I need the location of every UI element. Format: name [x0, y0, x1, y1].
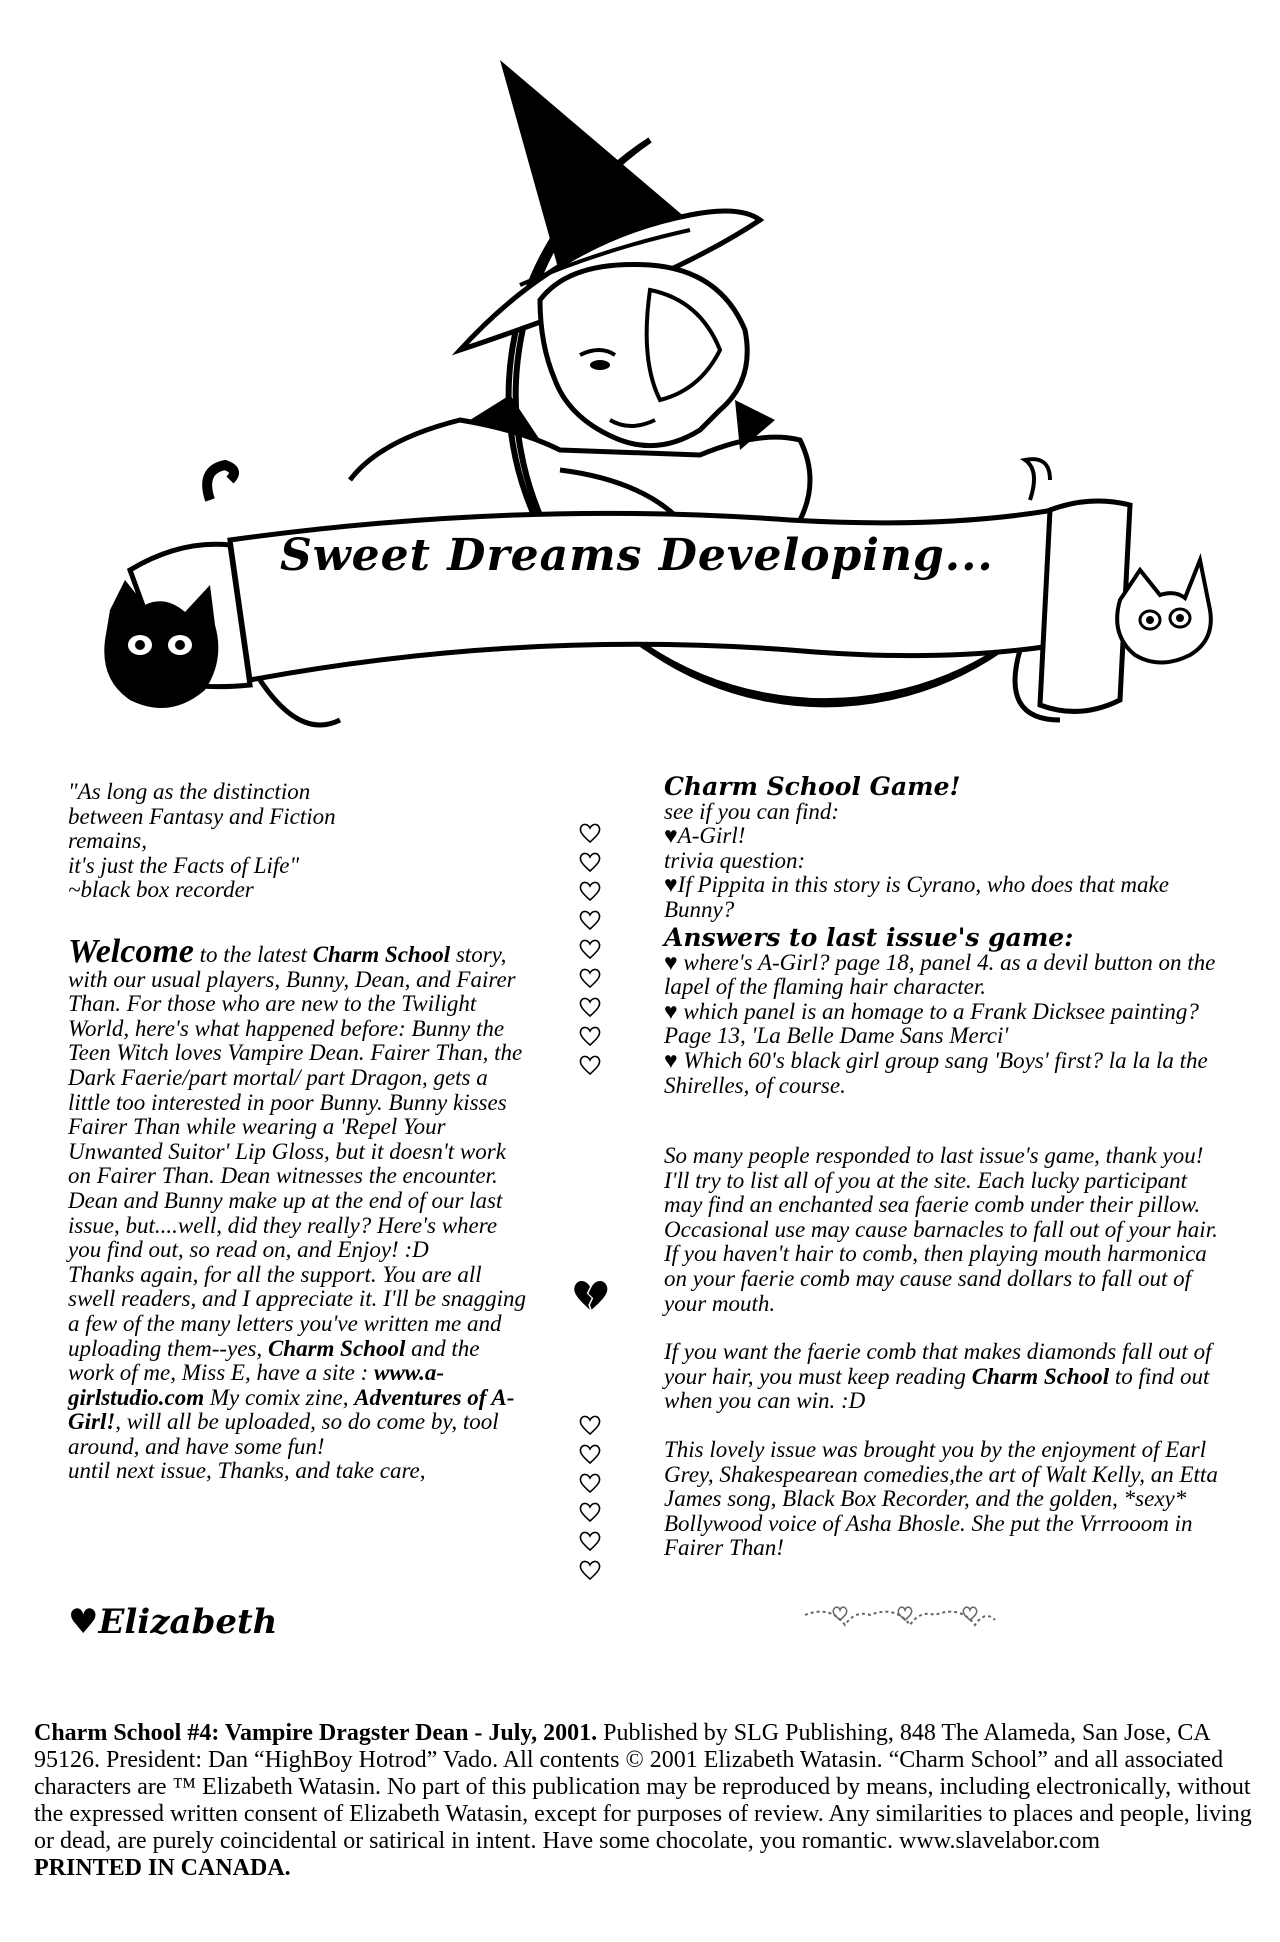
quote-line: remains,: [68, 828, 148, 854]
site-intro: and the work of me, Miss E, have a site :: [68, 1335, 480, 1386]
heart-outline-icon: [570, 905, 610, 934]
series-name: Charm School: [267, 1335, 406, 1361]
zine-text: , will all be uploaded, so do come by, tool around, and have some fun!: [68, 1409, 499, 1459]
answer-item: ♥ where's A-Girl? page 18, panel 4. as a devil button on the lapel of the flaming hair character.: [664, 949, 1216, 1000]
quote-line: "As long as the distinction: [68, 779, 311, 804]
answers-section: [664, 923, 1224, 1098]
responses-paragraph: So many people responded to last issue's game, thank you! I'll try to list all of you at the site. Each lucky participant may find an enchanted sea faerie comb under their pillow. Occasional use may cause barnacles to fall out of your hair. If you haven't hair to comb, then playing mouth harmonica on your faerie comb may cause sand dollars to fall out of your mouth.: [664, 1143, 1218, 1316]
spacer: [664, 1414, 1224, 1438]
welcome-paragraph: [68, 933, 528, 1263]
signature: ♥Elizabeth: [68, 1602, 278, 1642]
series-name: Charm School: [971, 1363, 1110, 1389]
printed-in: PRINTED IN CANADA.: [34, 1855, 291, 1881]
epigraph-quote: [68, 780, 488, 903]
game-heading: Charm School Game!: [664, 772, 961, 801]
welcome-intro: to the latest: [193, 942, 313, 967]
welcome-letter: [68, 933, 528, 1484]
answer-item: ♥ Which 60's black girl group sang 'Boys' first? la la la the Shirelles, of course.: [664, 1047, 1208, 1098]
heart-outline-icon: [570, 1050, 610, 1079]
game-line: ♥If Pippita in this story is Cyrano, who does that make Bunny?: [664, 872, 1169, 922]
witch-banner-illustration: [0, 0, 1280, 770]
quote-line: between Fantasy and Fiction: [68, 803, 336, 829]
heart-column-bottom: [570, 1410, 610, 1584]
colophon-body: Published by SLG Publishing, 848 The Alameda, San Jose, CA 95126. President: Dan “HighBoy Hotrod” Vado. All contents © 2001 Elizabeth Watasin. “Charm School” and all associated characters are ™ Elizabeth Watasin. No part of this publication may be reproduced by means, including electronically, without the expressed written consent of Elizabeth Watasin, except for purposes of review. Any similarities to places and people, living or dead, are purely coincidental or satirical in intent. Have some chocolate, you romantic. www.slavelabor.com: [34, 1720, 1252, 1854]
comb-text: If you want the faerie comb that makes diamonds fall out of your hair, you must keep reading: [664, 1339, 1212, 1389]
thanks-paragraph: [68, 1263, 528, 1460]
series-name: Charm School: [312, 942, 451, 967]
heart-outline-icon: [570, 1555, 610, 1584]
spacer: [664, 1316, 1224, 1340]
witch-face-icon: [540, 264, 747, 445]
closing-line: until next issue, Thanks, and take care,: [68, 1458, 426, 1484]
game-line: see if you can find:: [664, 798, 840, 824]
banner-title: Sweet Dreams Developing...: [280, 530, 994, 581]
heart-squiggle-icon: [800, 1600, 1000, 1645]
comb-text-end: to find out when you can win. :D: [664, 1363, 1210, 1414]
game-section: [664, 772, 1224, 923]
heart-outline-icon: [570, 1468, 610, 1497]
heart-outline-icon: [570, 963, 610, 992]
heart-outline-icon: [570, 934, 610, 963]
heart-outline-icon: [570, 847, 610, 876]
answer-item: ♥ which panel is an homage to a Frank Dicksee painting? Page 13, 'La Belle Dame Sans Merci': [664, 998, 1199, 1049]
quote-line: ~black box recorder: [68, 877, 254, 903]
heart-outline-icon: [570, 1497, 610, 1526]
heart-outline-icon: [570, 818, 610, 847]
comb-paragraph: [664, 1340, 1224, 1414]
heart-outline-icon: [570, 1410, 610, 1439]
colophon-title: Charm School #4: Vampire Dragster Dean - July, 2001.: [34, 1720, 598, 1746]
heart-column-top: [570, 818, 610, 1079]
colophon: [34, 1720, 1259, 1882]
heart-outline-icon: [570, 1439, 610, 1468]
responses-section: [664, 1144, 1224, 1561]
thanks-text: Thanks again, for all the support. You are all swell readers, and I appreciate it. I'll be snagging a few of the many letters you've written me and uploading them--yes,: [68, 1261, 527, 1361]
site-link[interactable]: www.a-girlstudio.com: [68, 1360, 445, 1410]
zine-intro: My comix zine,: [209, 1384, 355, 1410]
broken-heart-icon: [570, 1277, 610, 1318]
heart-outline-icon: [570, 1526, 610, 1555]
heart-outline-icon: [570, 992, 610, 1021]
heart-outline-icon: [570, 1021, 610, 1050]
welcome-word: Welcome: [68, 933, 194, 970]
game-line: trivia question:: [664, 847, 806, 873]
game-line: ♥A-Girl!: [664, 823, 746, 849]
credits-paragraph: This lovely issue was brought you by the enjoyment of Earl Grey, Shakespearean comedies,the art of Walt Kelly, an Etta James song, Black Box Recorder, and the golden, *sexy* Bollywood voice of Asha Bhosle. She put the Vrrrooom in Fairer Than!: [664, 1436, 1218, 1561]
answers-heading: Answers to last issue's game:: [664, 923, 1074, 952]
quote-line: it's just the Facts of Life": [68, 852, 300, 878]
welcome-body: story, with our usual players, Bunny, Dean, and Fairer Than. For those who are new to the Twilight World, here's what happened before: Bunny the Teen Witch loves Vampire Dean. Fairer Than, the Dark Faerie/part mortal/ part Dragon, gets a little too interested in poor Bunny. Bunny kisses Fairer Than while wearing a 'Repel Your Unwanted Suitor' Lip Gloss, but it doesn't work on Fairer Than. Dean witnesses the encounter. Dean and Bunny make up at the end of our last issue, but....well, did they really? Here's where you find out, so read on, and Enjoy! :D: [68, 942, 523, 1263]
heart-outline-icon: [570, 876, 610, 905]
zine-name: Adventures of A-Girl!: [68, 1384, 515, 1435]
